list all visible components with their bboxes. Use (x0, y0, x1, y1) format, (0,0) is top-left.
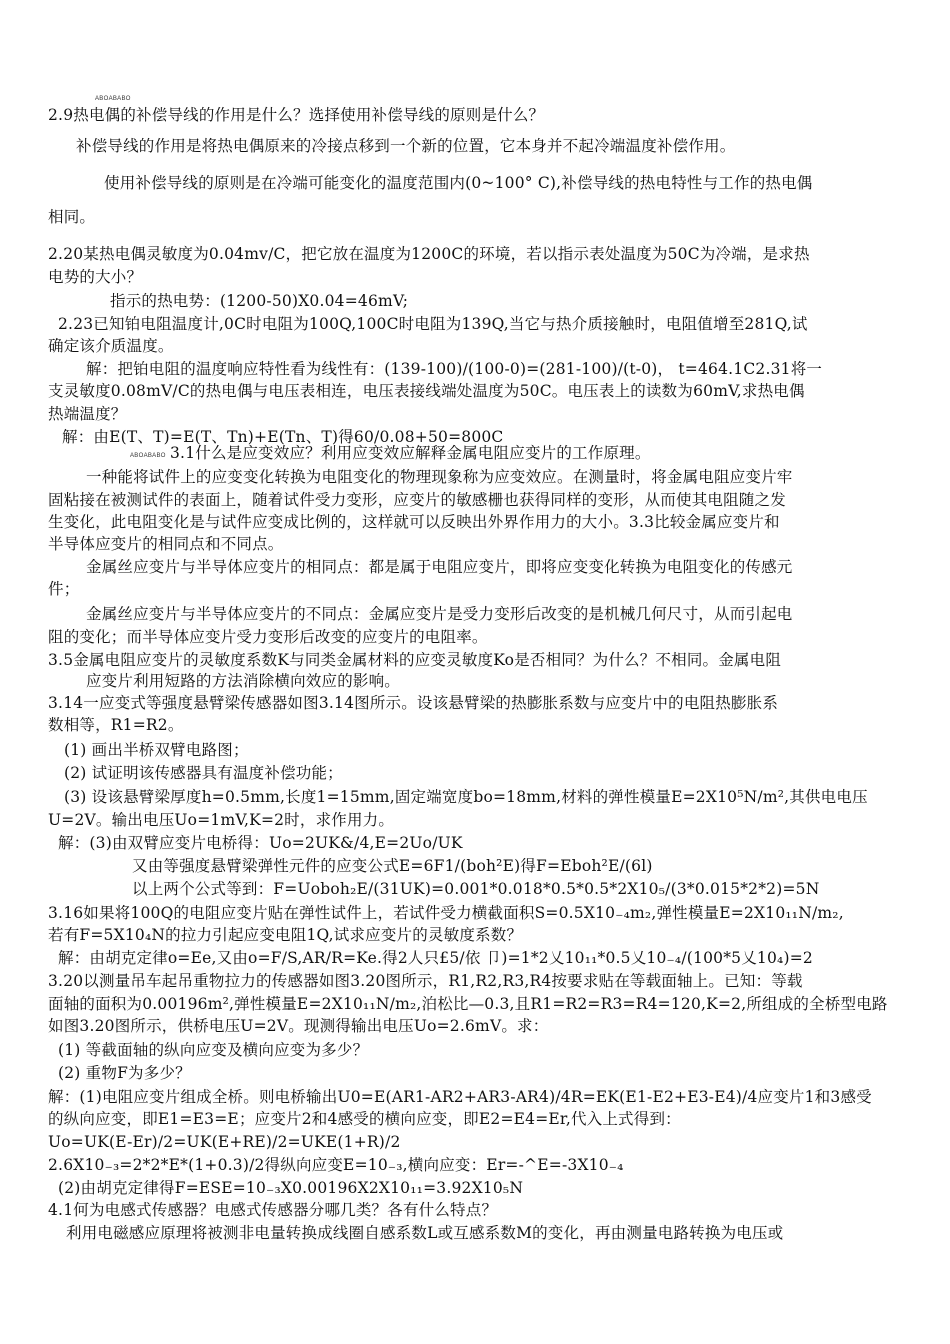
answer-line: 金属丝应变片与半导体应变片的相同点：都是属于电阻应变片，即将应变变化转换为电阻变化的传感元 (86, 558, 793, 576)
answer-line: 解：(3)由双臂应变片电桥得：Uo=2UK&/4,E=2Uo/UK (58, 834, 463, 852)
question-line: 如图3.20图所示，供桥电压U=2V。现测得输出电压Uo=2.6mV。求： (48, 1017, 549, 1035)
question-line: U=2V。输出电压Uo=1mV,K=2时，求作用力。 (48, 811, 395, 829)
answer-line: Uo=UK(E-Er)/2=UK(E+RE)/2=UKE(1+R)/2 (48, 1133, 401, 1151)
sub-question: (2) 试证明该传感器具有温度补偿功能； (64, 764, 343, 782)
sub-question: (1) 等截面轴的纵向应变及横向应变为多少？ (58, 1041, 369, 1059)
question-line: 电势的大小？ (48, 268, 143, 286)
answer-line: 的纵向应变，即E1=E3=E；应变片2和4感受的横向应变，即E2=E4=Er,代入上式得到： (48, 1110, 681, 1128)
answer-line: 又由等强度悬臂梁弹性元件的应变公式E=6F1/(boh²E)得F=Eboh²E/(6l) (132, 857, 653, 875)
answer-line: 解：(1)电阻应变片组成全桥。则电桥输出U0=E(AR1-AR2+AR3-AR4)/4R=EK(E1-E2+E3-E4)/4应变片1和3感受 (48, 1088, 872, 1106)
sub-question: (1) 画出半桥双臂电路图； (64, 741, 249, 759)
question-line: 面轴的面积为0.00196m²,弹性模量E=2X10₁₁N/m₂,泊松比—0.3,且R1=R2=R3=R4=120,K=2,所组成的全桥型电路 (48, 995, 888, 1013)
header-mark: ABOABABO (95, 96, 131, 102)
question-3-16: 3.16如果将100Q的电阻应变片贴在弹性试件上，若试件受力横截面积S=0.5X10₋₄m₂,弹性模量E=2X10₁₁N/m₂, (48, 904, 844, 922)
question-line: 热端温度？ (48, 405, 127, 423)
answer-line: 使用补偿导线的原则是在冷端可能变化的温度范围内(0~100° C),补偿导线的热电特性与工作的热电偶 (104, 174, 813, 192)
answer-line: 一种能将试件上的应变变化转换为电阻变化的物理现象称为应变效应。在测量时，将金属电阻应变片牢 (86, 468, 793, 486)
answer-line: 解：由E(T、T)=E(T、Tn)+E(Tn、T)得60/0.08+50=800C (62, 428, 504, 446)
question-2-23: 2.23已知铂电阻温度计,0C时电阻为100Q,100C时电阻为139Q,当它与热介质接触时，电阻值增至281Q,试 (58, 315, 808, 333)
inline-mark: ABOABABO (130, 453, 166, 459)
question-line: 确定该介质温度。 (48, 337, 174, 355)
question-2-9: 2.9热电偶的补偿导线的作用是什么？选择使用补偿导线的原则是什么？ (48, 106, 545, 124)
answer-line: 以上两个公式等到：F=Uoboh₂E/(31UK)=0.001*0.018*0.5*0.5*2X10₅/(3*0.015*2*2)=5N (132, 880, 820, 898)
answer-line: 金属丝应变片与半导体应变片的不同点：金属应变片是受力变形后改变的是机械几何尺寸，从而引起电 (86, 605, 793, 623)
answer-line: 解：由胡克定律o=Ee,又由o=F/S,AR/R=Ke.得2人只£5/依 卩)=1*2乂10₁₁*0.5乂10₋₄/(100*5乂10₄)=2 (58, 949, 813, 967)
sub-question: (2) 重物F为多少？ (58, 1064, 191, 1082)
answer-line: 固粘接在被测试件的表面上，随着试件受力变形，应变片的敏感栅也获得同样的变形，从而使其电阻随之发 (48, 491, 786, 509)
answer-line: (2)由胡克定律得F=ESE=10₋₃X0.00196X2X10₁₁=3.92X10₅N (58, 1179, 524, 1197)
question-3-14: 3.14一应变式等强度悬臂梁传感器如图3.14图所示。设该悬臂梁的热膨胀系数与应变片中的电阻热膨胀系 (48, 694, 779, 712)
answer-line: 应变片利用短路的方法消除横向效应的影响。 (86, 672, 401, 690)
answer-line: 件； (48, 580, 80, 598)
sub-question: (3) 设该悬臂梁厚度h=0.5mm,长度1=15mm,固定端宽度bo=18mm,材料的弹性模量E=2X10⁵N/m²,其供电电压 (64, 788, 868, 806)
answer-line: 指示的热电势：(1200-50)X0.04=46mV; (110, 292, 409, 310)
answer-line: 阻的变化；而半导体应变片受力变形后改变的应变片的电阻率。 (48, 628, 488, 646)
answer-line: 利用电磁感应原理将被测非电量转换成线圈自感系数L或互感系数M的变化，再由测量电路转换为电压或 (66, 1224, 784, 1242)
question-3-20: 3.20以测量吊车起吊重物拉力的传感器如图3.20图所示，R1,R2,R3,R4按要求贴在等载面轴上。已知：等载 (48, 972, 803, 990)
question-3-3: 半导体应变片的相同点和不同点。 (48, 535, 284, 553)
question-3-1: 3.1什么是应变效应？利用应变效应解释金属电阻应变片的工作原理。 (170, 444, 651, 462)
question-line: 若有F=5X10₄N的拉力引起应变电阻1Q,试求应变片的灵敏度系数？ (48, 926, 523, 944)
answer-line: 相同。 (48, 208, 96, 226)
answer-line: 解：把铂电阻的温度响应特性看为线性有：(139-100)/(100-0)=(281-100)/(t-0)， t=464.1C2.31将一 (86, 360, 823, 378)
answer-line: 2.6X10₋₃=2*2*E*(1+0.3)/2得纵向应变E=10₋₃,横向应变：Er=-^E=-3X10₋₄ (48, 1156, 624, 1174)
question-4-1: 4.1何为电感式传感器？电感式传感器分哪几类？各有什么特点？ (48, 1201, 498, 1219)
answer-line: 生变化，此电阻变化是与试件应变成比例的，这样就可以反映出外界作用力的大小。3.3比较金属应变片和 (48, 513, 780, 531)
answer-line: 补偿导线的作用是将热电偶原来的冷接点移到一个新的位置，它本身并不起冷端温度补偿作用。 (76, 137, 736, 155)
question-2-31: 支灵敏度0.08mV/C的热电偶与电压表相连，电压表接线端处温度为50C。电压表上的读数为60mV,求热电偶 (48, 382, 805, 400)
question-line: 数相等，R1=R2。 (48, 716, 184, 734)
question-2-20: 2.20某热电偶灵敏度为0.04mv/C，把它放在温度为1200C的环境，若以指示表处温度为50C为冷端，是求热 (48, 245, 810, 263)
question-3-5: 3.5金属电阻应变片的灵敏度系数K与同类金属材料的应变灵敏度Ko是否相同？为什么？不相同。金属电阻 (48, 651, 782, 669)
